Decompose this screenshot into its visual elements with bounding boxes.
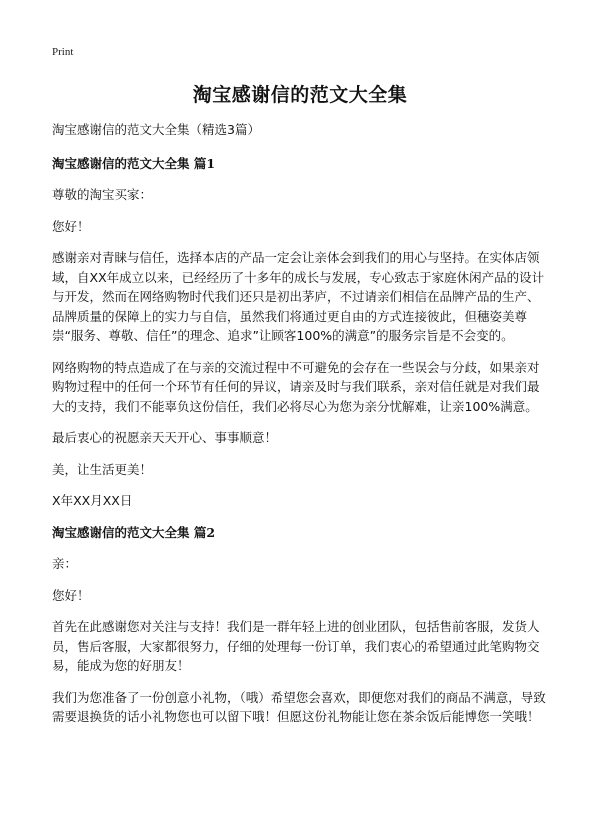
section-1-heading: 淘宝感谢信的范文大全集 篇1 — [52, 155, 216, 171]
section-1-paragraph-1: 感谢亲对青睐与信任，选择本店的产品一定会让亲体会到我们的用心与坚持。在实体店领域，自XX年成立以来，已经经历了十多年的成长与发展，专心致志于家庭休闲产品的设计与开发，然而在网络购物时代我们还只是初出茅庐，不过请亲们相信在品牌产品的生产、品牌质量的保障上的实力与自信，虽然我们将通过更自由的方式连接彼此，但穗姿美尊崇“服务、尊敬、信任”的理念、追求”让顾客100%的满意”的服务宗旨是不会变的。 — [52, 250, 545, 343]
print-label: Print — [52, 46, 74, 58]
section-2-heading: 淘宝感谢信的范文大全集 篇2 — [52, 524, 216, 540]
section-1-date: X年XX月XX日 — [52, 493, 133, 508]
section-1-paragraph-2: 网络购物的特点造成了在与亲的交流过程中不可避免的会存在一些误会与分歧，如果亲对购物过程中的任何一个环节有任何的异议，请亲及时与我们联系，亲对信任就是对我们最大的支持，我们不能辜负这份信任，我们必将尽心为您为亲分忧解难，让亲100%满意。 — [52, 359, 540, 414]
section-2-hello: 您好！ — [52, 587, 90, 603]
page-title: 淘宝感谢信的范文大全集 — [192, 84, 408, 106]
section-1-slogan: 美，让生活更美！ — [52, 461, 153, 477]
document-subtitle: 淘宝感谢信的范文大全集（精选3篇） — [52, 122, 260, 137]
section-1-greeting: 尊敬的淘宝买家： — [52, 187, 153, 202]
document-body — [52, 120, 550, 739]
section-2-greeting: 亲： — [52, 556, 78, 571]
section-1-closing: 最后衷心的祝愿亲天天开心、事事顺意！ — [52, 430, 278, 445]
section-2-paragraph-1: 首先在此感谢您对关注与支持！我们是一群年轻上进的创业团队，包括售前客服，发货人员，售后客服，大家都很努力，仔细的处理每一份订单，我们衷心的希望通过此笔购物交易，能成为您的好朋友！ — [52, 619, 540, 673]
section-2-paragraph-2: 我们为您准备了一份创意小礼物，（哦）希望您会喜欢，即便您对我们的商品不满意，导致需要退换货的话小礼物您也可以留下哦！但愿这份礼物能让您在茶余饭后能博您一笑哦！ — [52, 689, 546, 724]
section-1-hello: 您好！ — [52, 218, 90, 234]
